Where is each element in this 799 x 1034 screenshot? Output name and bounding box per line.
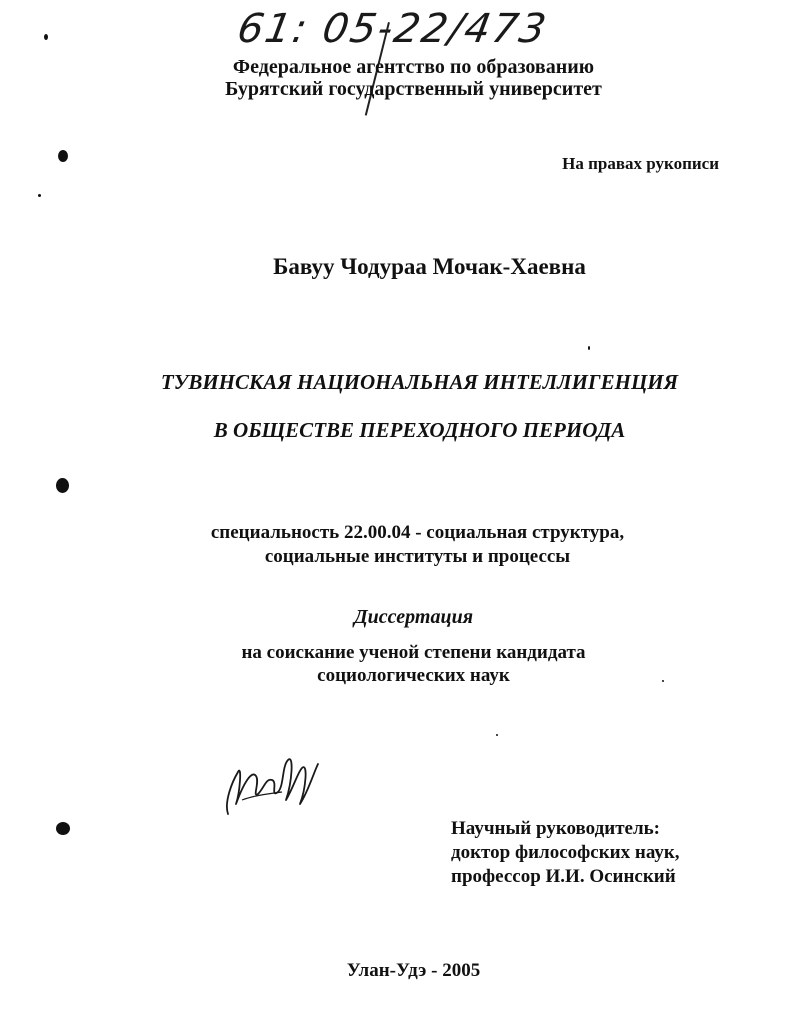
degree-line-2: социологических наук [317,665,510,686]
degree-line-1: на соискание ученой степени кандидата [241,642,586,663]
agency-name: Федеральное агентство по образованию [232,56,595,78]
advisor-label: Научный руководитель: [451,818,660,839]
specialty-line-1: специальность 22.00.04 - социальная структура, [210,522,625,543]
author-name: Бавуу Чодураа Мочак-Хаевна [273,254,586,279]
scan-speck [496,734,498,736]
rights-note: На правах рукописи [562,154,719,173]
thesis-title-line-2: В ОБЩЕСТВЕ ПЕРЕХОДНОГО ПЕРИОДА [213,418,626,442]
scan-speck [44,34,48,40]
scan-speck [38,194,41,197]
thesis-title-line-1: ТУВИНСКАЯ НАЦИОНАЛЬНАЯ ИНТЕЛЛИГЕНЦИЯ [160,370,679,394]
advisor-name: профессор И.И. Осинский [451,866,676,887]
scan-speck [588,346,590,350]
specialty-line-2: социальные институты и процессы [264,546,571,567]
scan-speck [56,822,70,835]
work-type: Диссертация [354,606,473,628]
advisor-degree: доктор философских наук, [451,842,680,863]
scan-speck [58,150,68,162]
scan-speck [56,478,69,493]
place-and-year: Улан-Удэ - 2005 [346,960,481,981]
scan-speck [662,680,664,682]
university-name: Бурятский государственный университет [225,78,602,100]
archive-code-handwritten: 61: 05-22/473 [233,6,552,52]
signature-image [222,742,322,822]
